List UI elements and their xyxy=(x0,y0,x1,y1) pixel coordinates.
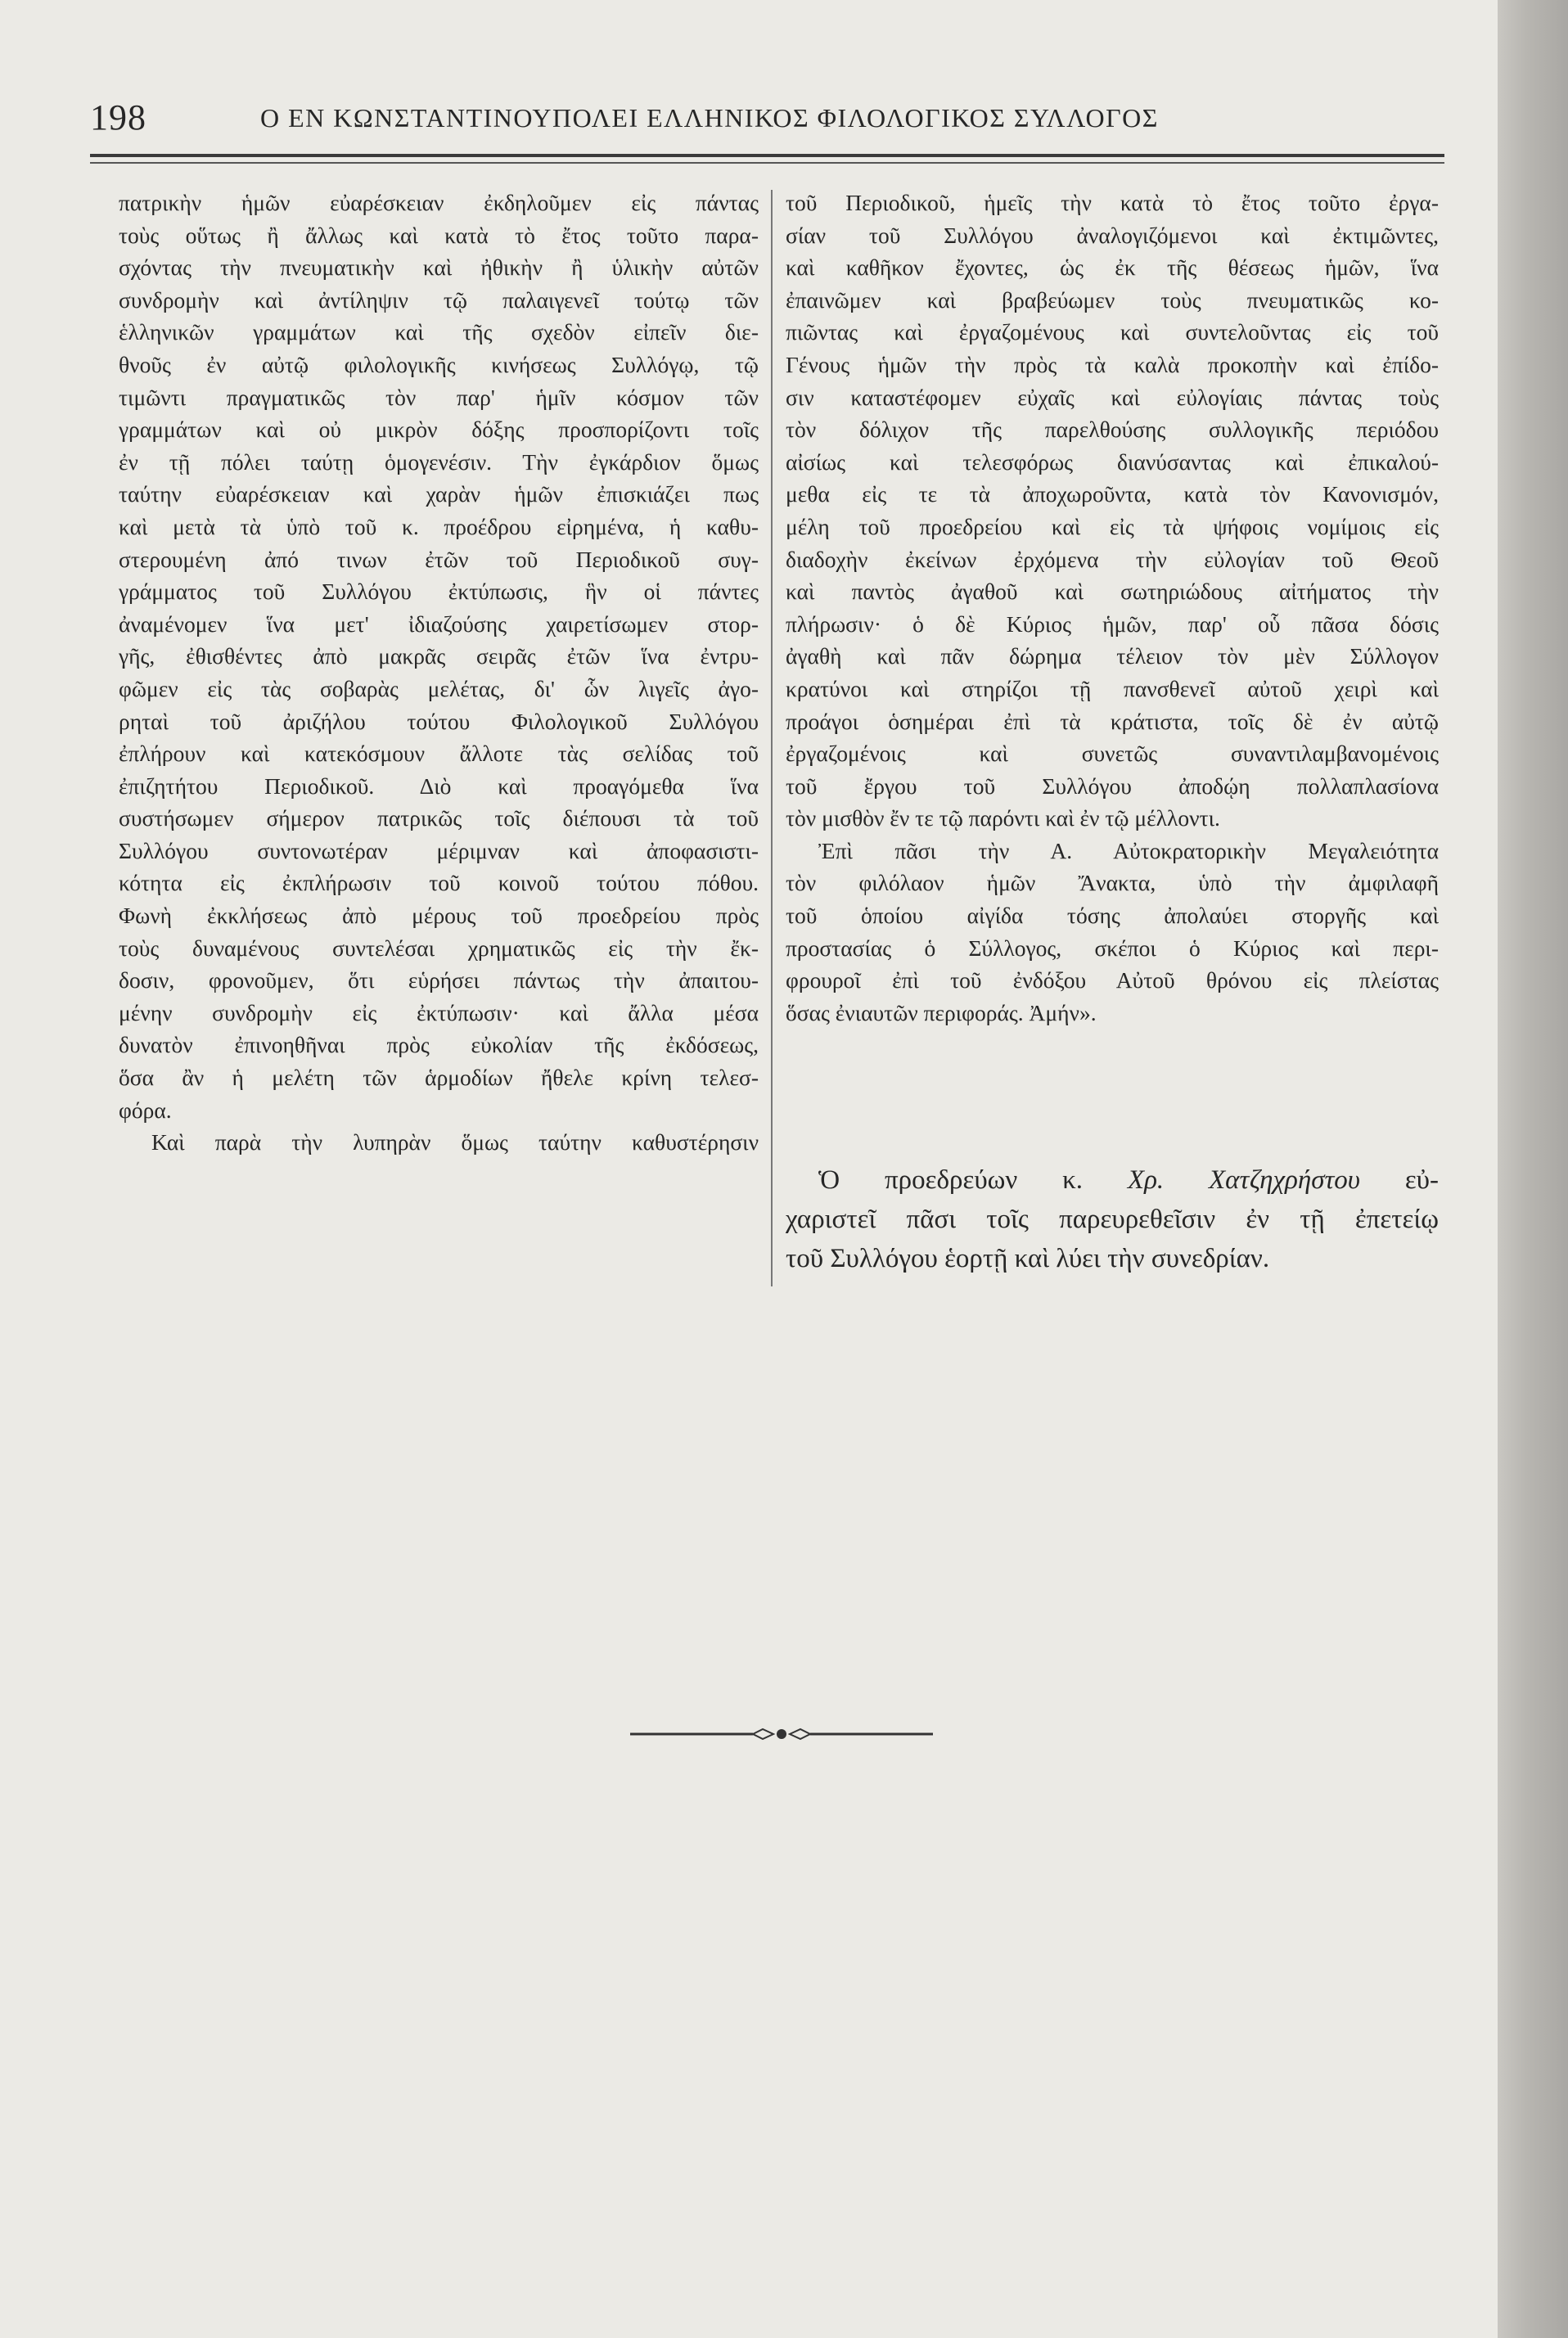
text-line: μέλη τοῦ προεδρείου καὶ εἰς τὰ ψήφοις νομίμοις εἰς xyxy=(786,513,1439,539)
text-line: ἑλληνικῶν γραμμάτων καὶ τῆς σχεδὸν εἰπεῖν διε- xyxy=(119,319,759,345)
text-line: τοῦ ἔργου τοῦ Συλλόγου ἀποδῴη πολλαπλασίονα xyxy=(786,773,1439,799)
header-rule-thick xyxy=(90,154,1444,157)
text-line: ἐπαινῶμεν καὶ βραβεύωμεν τοὺς πνευματικῶς κο- xyxy=(786,286,1439,313)
text-line: προστασίας ὁ Σύλλογος, σκέποι ὁ Κύριος καὶ περι- xyxy=(786,935,1439,961)
text-line: φῶμεν εἰς τὰς σοβαρὰς μελέτας, δι' ὧν λιγεῖς ἀγο- xyxy=(119,675,759,701)
closing-note xyxy=(786,1160,1439,1278)
text-line: μένην συνδρομὴν εἰς ἐκτύπωσιν· καὶ ἄλλα μέσα xyxy=(119,999,759,1025)
text-line: συνδρομὴν καὶ ἀντίληψιν τῷ παλαιγενεῖ τούτῳ τῶν xyxy=(119,286,759,313)
chair-name: Χρ. Χατζηχρήστου xyxy=(1127,1165,1360,1195)
text-line: καὶ μετὰ τὰ ὑπὸ τοῦ κ. προέδρου εἰρημένα, ἡ καθυ- xyxy=(119,513,759,539)
text-line: καὶ παντὸς ἀγαθοῦ καὶ σωτηριώδους αἰτήματος τὴν xyxy=(786,579,1439,605)
journal-title: Ο ΕΝ ΚΩΝΣΤΑΝΤΙΝΟΥΠΟΛΕΙ ΕΛΛΗΝΙΚΟΣ ΦΙΛΟΛΟΓΙΚΟΣ ΣΥΛΛΟΓΟΣ xyxy=(260,103,1159,133)
text-line: ἀγαθὴ καὶ πᾶν δώρημα τέλειον τὸν μὲν Σύλλογον xyxy=(786,643,1439,669)
left-column xyxy=(119,187,759,1159)
text-line: ἐπιζητήτου Περιοδικοῦ. Διὸ καὶ προαγόμεθα ἵνα xyxy=(119,773,759,799)
right-column xyxy=(786,187,1439,1029)
text-line: τοὺς δυναμένους συντελέσαι χρηματικῶς εἰς τὴν ἔκ- xyxy=(119,935,759,961)
text-line: τὸν μισθὸν ἔν τε τῷ παρόντι καὶ ἐν τῷ μέλλοντι. xyxy=(786,805,1220,831)
page-number: 198 xyxy=(90,97,146,137)
text-line: ρηταὶ τοῦ ἀριζήλου τούτου Φιλολογικοῦ Συλλόγου xyxy=(119,708,759,734)
text-line: ὅσα ἂν ἡ μελέτη τῶν ἁρμοδίων ἤθελε κρίνη τελεσ- xyxy=(119,1065,759,1091)
text-line: πλήρωσιν· ὁ δὲ Κύριος ἡμῶν, παρ' οὗ πᾶσα δόσις xyxy=(786,610,1439,637)
text-line: διαδοχὴν ἐκείνων ἐρχόμενα τὴν εὐλογίαν τοῦ Θεοῦ xyxy=(786,546,1439,572)
header-rule-thin xyxy=(90,162,1444,164)
text-line: τοὺς οὕτως ἢ ἄλλως καὶ κατὰ τὸ ἔτος τοῦτο παρα- xyxy=(119,222,759,248)
text-line: πατρικὴν ἡμῶν εὐαρέσκειαν ἐκδηλοῦμεν εἰς πάντας xyxy=(119,190,759,215)
text-line: σίαν τοῦ Συλλόγου ἀναλογιζόμενοι καὶ ἐκτιμῶντες, xyxy=(786,222,1439,248)
text-line: στερουμένη ἀπό τινων ἐτῶν τοῦ Περιοδικοῦ συγ- xyxy=(119,546,759,572)
text-line: φόρα. xyxy=(119,1097,172,1123)
text-line: φρουροῖ ἐπὶ τοῦ ἐνδόξου Αὐτοῦ θρόνου εἰς πλείστας xyxy=(786,967,1439,993)
end-ornament-icon xyxy=(630,1722,933,1746)
closing-line: χαριστεῖ πᾶσι τοῖς παρευρεθεῖσιν ἐν τῇ ἐπετείῳ xyxy=(786,1205,1439,1234)
text-line: Φωνὴ ἐκκλήσεως ἀπὸ μέρους τοῦ προεδρείου πρὸς xyxy=(119,903,759,929)
running-head xyxy=(90,97,1444,146)
closing-line: τοῦ Συλλόγου ἑορτῇ καὶ λύει τὴν συνεδρίαν. xyxy=(786,1244,1270,1273)
text-line: τοῦ ὁποίου αἰγίδα τόσης ἀπολαύει στοργῆς καὶ xyxy=(786,903,1439,929)
text-line: ἐπλήρουν καὶ κατεκόσμουν ἄλλοτε τὰς σελίδας τοῦ xyxy=(119,741,759,767)
text-line: δυνατὸν ἐπινοηθῆναι πρὸς εὐκολίαν τῆς ἐκδόσεως, xyxy=(119,1032,759,1058)
text-line: Ἐπὶ πᾶσι τὴν Α. Αὐτοκρατορικὴν Μεγαλειότητα xyxy=(818,837,1439,863)
text-line: σιν καταστέφομεν εὐχαῖς καὶ εὐλογίαις πάντας τοὺς xyxy=(786,384,1439,410)
text-line: Καὶ παρὰ τὴν λυπηρὰν ὅμως ταύτην καθυστέρησιν xyxy=(151,1129,759,1155)
text-line: γραμμάτων καὶ οὐ μικρὸν δόξης προσπορίζοντι τοῖς xyxy=(119,417,759,443)
column-divider xyxy=(771,190,773,1286)
text-line: γῆς, ἐθισθέντες ἀπὸ μακρᾶς σειρᾶς ἐτῶν ἵνα ἐντρυ- xyxy=(119,643,759,669)
text-line: μεθα εἰς τε τὰ ἀποχωροῦντα, κατὰ τὸν Κανονισμόν, xyxy=(786,481,1439,507)
text-line: πιῶντας καὶ ἐργαζομένους καὶ συντελοῦντας εἰς τοῦ xyxy=(786,319,1439,345)
text-line: Συλλόγου συντονωτέραν μέριμναν καὶ ἀποφασιστι- xyxy=(119,837,759,863)
text-line: τὸν δόλιχον τῆς παρελθούσης συλλογικῆς περιόδου xyxy=(786,417,1439,443)
text-line: ἀναμένομεν ἵνα μετ' ἰδιαζούσης χαιρετίσωμεν στορ- xyxy=(119,610,759,637)
text-line: ἐν τῇ πόλει ταύτῃ ὁμογενέσιν. Τὴν ἐγκάρδιον ὅμως xyxy=(119,448,759,475)
text-line: Γένους ἡμῶν τὴν πρὸς τὰ καλὰ προκοπὴν καὶ ἐπίδο- xyxy=(786,351,1439,377)
text-line: θνοῦς ἐν αὐτῷ φιλολογικῆς κινήσεως Συλλόγῳ, τῷ xyxy=(119,351,759,377)
closing-line-tail: εὐ- xyxy=(1359,1165,1440,1195)
text-line: ταύτην εὐαρέσκειαν καὶ χαρὰν ἡμῶν ἐπισκιάζει πως xyxy=(119,481,759,507)
binding-edge xyxy=(1498,0,1568,2338)
text-line: γράμματος τοῦ Συλλόγου ἐκτύπωσις, ἣν οἱ πάντες xyxy=(119,579,759,605)
text-line: ὅσας ἐνιαυτῶν περιφοράς. Ἀμήν». xyxy=(786,999,1097,1025)
text-line: τοῦ Περιοδικοῦ, ἡμεῖς τὴν κατὰ τὸ ἔτος τοῦτο ἐργα- xyxy=(786,190,1439,215)
text-line: τιμῶντι πραγματικῶς τὸν παρ' ἡμῖν κόσμον τῶν xyxy=(119,384,759,410)
text-line: σχόντας τὴν πνευματικὴν καὶ ἠθικὴν ἢ ὑλικὴν αὐτῶν xyxy=(119,255,759,281)
text-line: κότητα εἰς ἐκπλήρωσιν τοῦ κοινοῦ τούτου πόθου. xyxy=(119,870,759,896)
text-line: καὶ καθῆκον ἔχοντες, ὡς ἐκ τῆς θέσεως ἡμῶν, ἵνα xyxy=(786,255,1439,281)
text-line: δοσιν, φρονοῦμεν, ὅτι εὑρήσει πάντως τὴν ἀπαιτου- xyxy=(119,967,759,993)
text-line: συστήσωμεν σήμερον πατρικῶς τοῖς διέπουσι τὰ τοῦ xyxy=(119,805,759,831)
text-line: κρατύνοι καὶ στηρίζοι τῇ πανσθενεῖ αὐτοῦ χειρὶ καὶ xyxy=(786,675,1439,701)
text-line: ἐργαζομένοις καὶ συνετῶς συναντιλαμβανομένοις xyxy=(786,741,1439,767)
text-line: αἰσίως καὶ τελεσφόρως διανύσαντας καὶ ἐπικαλού- xyxy=(786,448,1439,475)
closing-prefix: Ὁ προεδρεύων κ. xyxy=(818,1165,1128,1195)
text-line: τὸν φιλόλαον ἡμῶν Ἄνακτα, ὑπὸ τὴν ἀμφιλαφῆ xyxy=(786,870,1439,896)
text-line: προάγοι ὁσημέραι ἐπὶ τὰ κράτιστα, τοῖς δὲ ἐν αὐτῷ xyxy=(786,708,1439,734)
closing-line xyxy=(786,1160,1439,1200)
